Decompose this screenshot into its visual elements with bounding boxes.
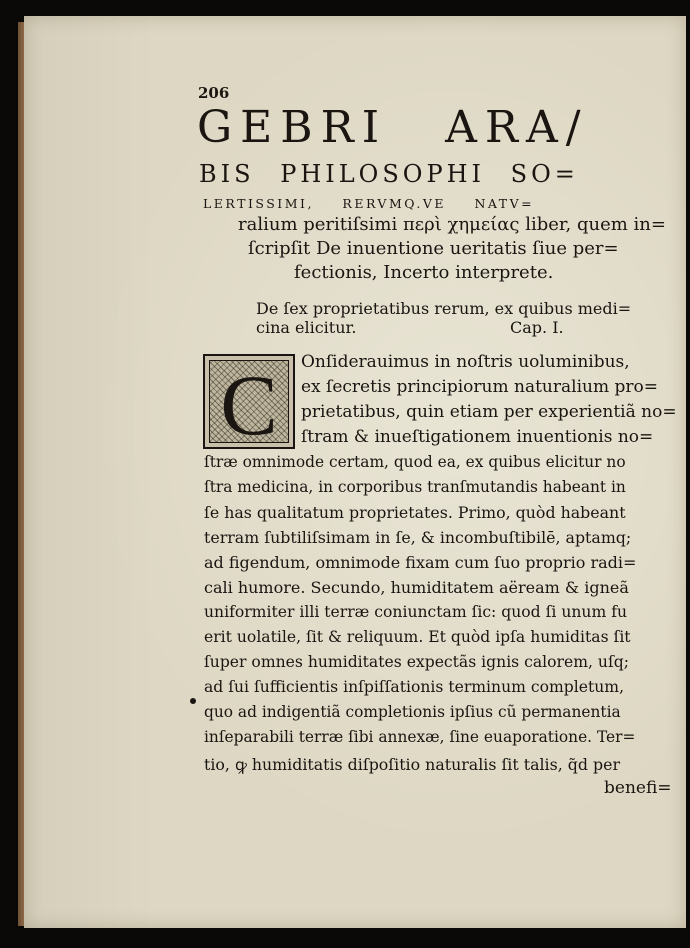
body-line-17: tio, ꝙ humiditatis diſpoſitio naturalis ſit talis, q̃d per: [204, 755, 621, 774]
title-line-2: BIS PHILOSOPHI SO=: [199, 160, 579, 188]
body-line-16: inſeparabili terræ ſibi annexæ, ſine euaporatione. Ter=: [204, 728, 636, 746]
page-number: 206: [198, 84, 230, 102]
body-line-1: Onſiderauimus in noſtris uoluminibus,: [301, 352, 630, 372]
chapter-heading-line-1: De ſex proprietatibus rerum, ex quibus medi=: [256, 299, 632, 318]
body-line-14: ad ſui ſufficientis inſpiſſationis terminum completum,: [204, 678, 625, 696]
chapter-heading-line-2: cina elicitur.: [256, 318, 357, 337]
title-line-6: fectionis, Incerto interprete.: [294, 262, 554, 283]
title-line-1: GEBRI ARA/: [197, 102, 589, 153]
title-line-3: LERTISSIMI, RERVMQ.VE NATV=: [203, 196, 535, 211]
body-line-12: erit uolatile, ſit & reliquum. Et quòd ipſa humiditas ſit: [204, 628, 631, 646]
margin-dot: [190, 698, 196, 704]
body-line-6: ſtra medicina, in corporibus tranſmutandis habeant in: [204, 478, 626, 496]
body-line-5: ſtræ omnimode certam, quod ea, ex quibus elicitur no: [204, 453, 626, 471]
body-line-7: ſe has qualitatum proprietates. Primo, quòd habeant: [204, 503, 626, 522]
chapter-number: Cap. I.: [510, 318, 564, 337]
decorated-initial: [203, 354, 295, 449]
title-line-4: ralium peritiſsimi περὶ χημείας liber, quem in=: [238, 214, 666, 235]
body-line-9: ad figendum, omnimode fixam cum ſuo proprio radi=: [204, 553, 637, 572]
body-line-11: uniformiter illi terræ coniunctam ſic: quod ſi unum fu: [204, 603, 628, 621]
initial-letter: C: [220, 360, 278, 443]
body-line-15: quo ad indigentiã completionis ipſius cũ permanentia: [204, 703, 621, 721]
body-line-8: terram ſubtiliſsimam in ſe, & incombuſtibilē, aptamq;: [204, 528, 632, 547]
initial-ornament: [209, 360, 289, 443]
catchword: benefi=: [604, 778, 672, 798]
body-line-4: ſtram & inueſtigationem inuentionis no=: [301, 427, 654, 447]
body-line-10: cali humore. Secundo, humiditatem aëream & igneã: [204, 578, 629, 597]
body-line-13: ſuper omnes humiditates expectãs ignis calorem, uſq;: [204, 653, 629, 671]
body-line-2: ex ſecretis principiorum naturalium pro=: [301, 377, 658, 397]
title-line-5: ſcripſit De inuentione ueritatis ſiue per=: [248, 238, 619, 259]
body-line-3: prietatibus, quin etiam per experientiã no=: [301, 402, 677, 422]
